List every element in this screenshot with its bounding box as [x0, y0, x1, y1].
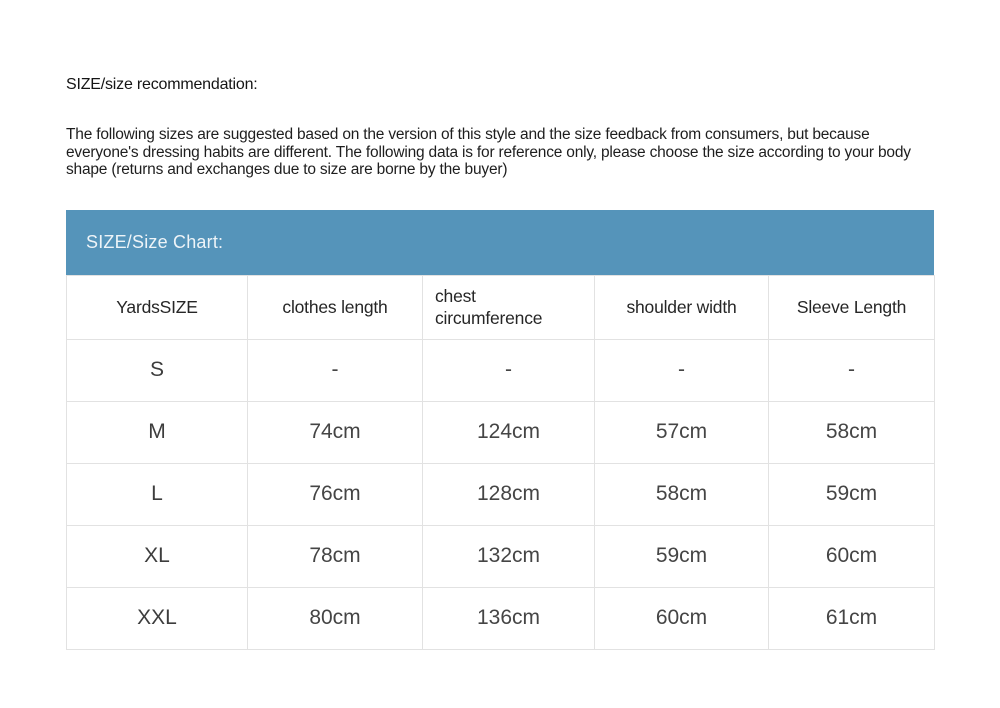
chest-circumference-value: 124cm — [423, 401, 595, 463]
column-header-size: YardsSIZE — [67, 275, 248, 339]
table-row-xl — [67, 525, 935, 587]
chest-circumference-value: - — [423, 339, 595, 401]
clothes-length-value: 74cm — [248, 401, 423, 463]
size-label: S — [67, 339, 248, 401]
clothes-length-value: 80cm — [248, 587, 423, 649]
table-header-row — [67, 275, 935, 339]
size-recommendation-heading: SIZE/size recommendation: — [66, 76, 258, 93]
table-row-l — [67, 463, 935, 525]
size-section — [66, 76, 934, 650]
table-row-m — [67, 401, 935, 463]
size-label: XL — [67, 525, 248, 587]
column-header-sleeve-length: Sleeve Length — [769, 275, 935, 339]
column-header-clothes-length: clothes length — [248, 275, 423, 339]
sleeve-length-value: 59cm — [769, 463, 935, 525]
column-header-chest-circumference: chest circumference — [423, 275, 595, 339]
chest-circumference-value: 132cm — [423, 525, 595, 587]
size-label: XXL — [67, 587, 248, 649]
chest-circumference-value: 136cm — [423, 587, 595, 649]
table-row-xxl — [67, 587, 935, 649]
size-recommendation-paragraph: The following sizes are suggested based on the version of this style and the size feedback from consumers, but because everyone's dressing habits are different. The following data is for reference only, please choose the size according to your body shape (returns and exchanges due to size are borne by the buyer) — [66, 126, 911, 178]
sleeve-length-value: 58cm — [769, 401, 935, 463]
shoulder-width-value: 57cm — [595, 401, 769, 463]
size-label: M — [67, 401, 248, 463]
size-chart-caption-bar — [66, 210, 934, 275]
sleeve-length-value: 61cm — [769, 587, 935, 649]
sleeve-length-value: 60cm — [769, 525, 935, 587]
size-label: L — [67, 463, 248, 525]
column-header-shoulder-width: shoulder width — [595, 275, 769, 339]
sleeve-length-value: - — [769, 339, 935, 401]
clothes-length-value: 76cm — [248, 463, 423, 525]
table-row-s — [67, 339, 935, 401]
chest-circumference-value: 128cm — [423, 463, 595, 525]
clothes-length-value: 78cm — [248, 525, 423, 587]
clothes-length-value: - — [248, 339, 423, 401]
shoulder-width-value: 60cm — [595, 587, 769, 649]
size-chart-table — [66, 275, 935, 650]
size-chart-caption-label: SIZE/Size Chart: — [86, 231, 224, 252]
shoulder-width-value: 58cm — [595, 463, 769, 525]
shoulder-width-value: 59cm — [595, 525, 769, 587]
shoulder-width-value: - — [595, 339, 769, 401]
